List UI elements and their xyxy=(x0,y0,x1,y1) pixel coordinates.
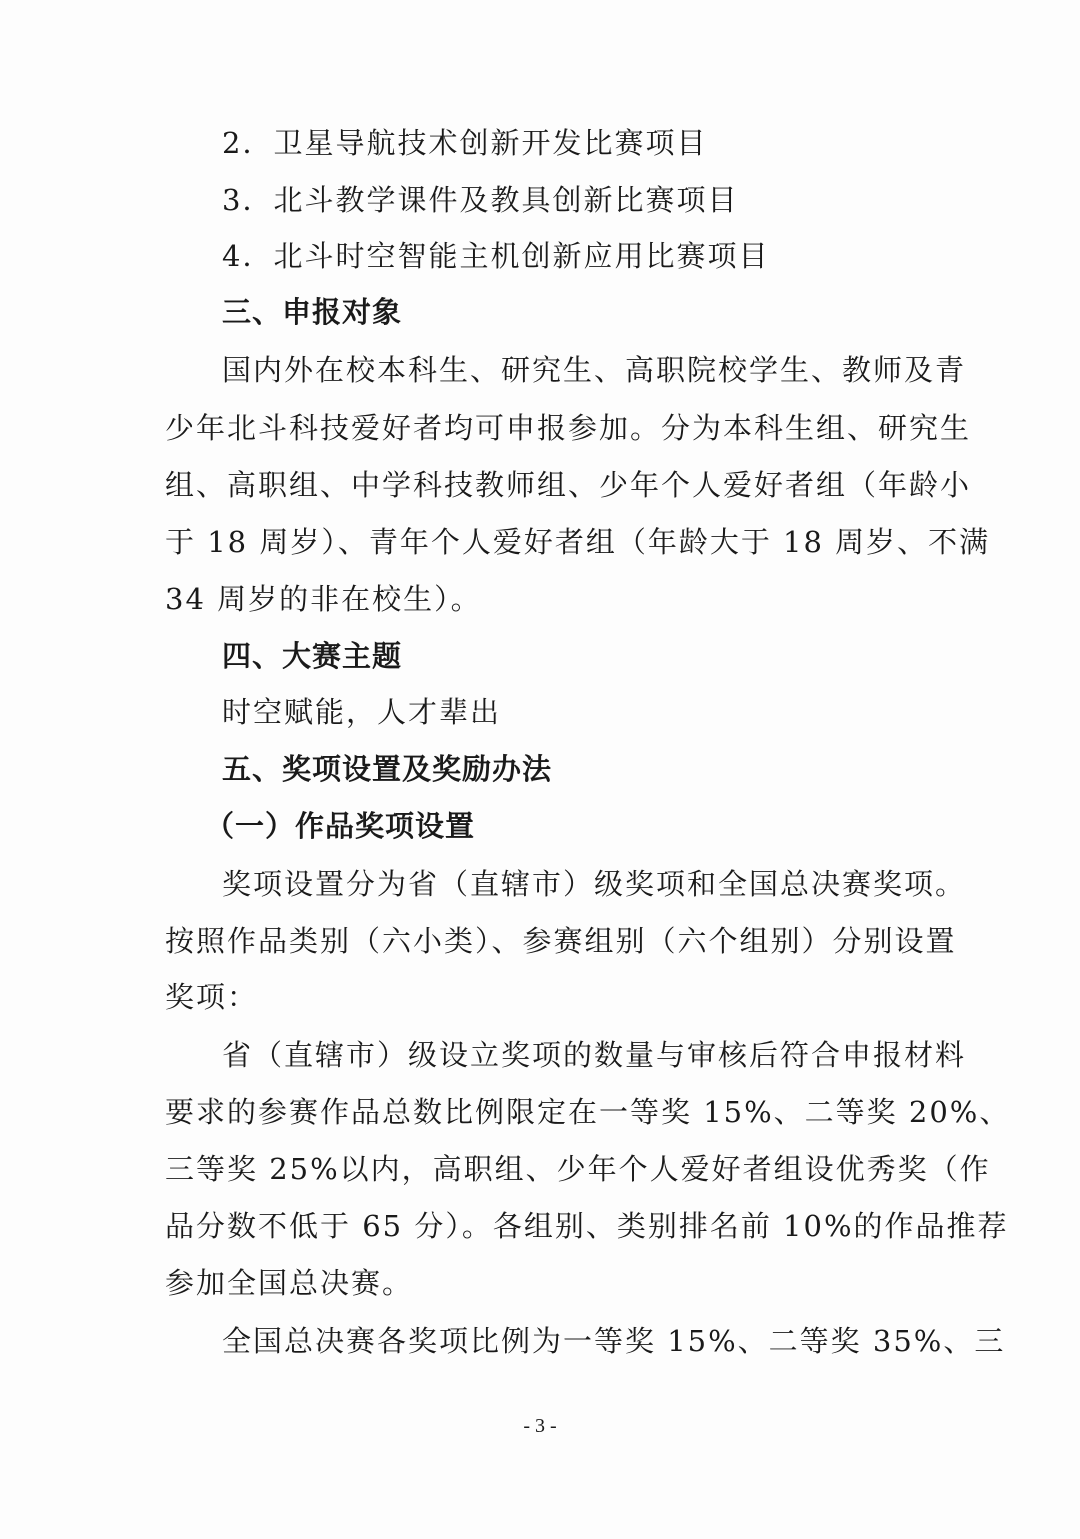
paragraph-line: 按照作品类别（六小类）、参赛组别（六个组别）分别设置 xyxy=(165,924,957,958)
section-heading-5: 五、奖项设置及奖励办法 xyxy=(222,752,553,786)
page-number: - 3 - xyxy=(523,1415,557,1437)
paragraph-line: 省（直辖市）级设立奖项的数量与审核后符合申报材料 xyxy=(222,1038,967,1072)
section-heading-3: 三、申报对象 xyxy=(222,295,403,329)
paragraph-line: 全国总决赛各奖项比例为一等奖 15%、二等奖 35%、三 xyxy=(222,1324,1006,1358)
section-heading-4: 四、大赛主题 xyxy=(222,639,403,673)
paragraph-line: 奖项： xyxy=(165,980,259,1014)
paragraph-line: 要求的参赛作品总数比例限定在一等奖 15%、二等奖 20%、 xyxy=(165,1095,1011,1129)
paragraph-line: 奖项设置分为省（直辖市）级奖项和全国总决赛奖项。 xyxy=(222,867,967,901)
paragraph-line: 少年北斗科技爱好者均可申报参加。分为本科生组、研究生 xyxy=(165,411,972,445)
paragraph-line: 时空赋能，人才辈出 xyxy=(222,695,502,729)
paragraph-line: 三等奖 25%以内，高职组、少年个人爱好者组设优秀奖（作 xyxy=(165,1152,991,1186)
paragraph-line: 组、高职组、中学科技教师组、少年个人爱好者组（年龄小 xyxy=(165,468,972,502)
subsection-heading-1: （一）作品奖项设置 xyxy=(205,809,476,843)
list-item-4: 4．北斗时空智能主机创新应用比赛项目 xyxy=(222,239,770,273)
list-item-3: 3．北斗教学课件及教具创新比赛项目 xyxy=(222,183,739,217)
paragraph-line: 参加全国总决赛。 xyxy=(165,1266,414,1300)
paragraph-line: 于 18 周岁）、青年个人爱好者组（年龄大于 18 周岁、不满 xyxy=(165,525,991,559)
paragraph-line: 品分数不低于 65 分）。各组别、类别排名前 10%的作品推荐 xyxy=(165,1209,1009,1243)
paragraph-line: 34 周岁的非在校生）。 xyxy=(165,582,482,616)
paragraph-line: 国内外在校本科生、研究生、高职院校学生、教师及青 xyxy=(222,353,967,387)
list-item-2: 2．卫星导航技术创新开发比赛项目 xyxy=(222,126,708,160)
